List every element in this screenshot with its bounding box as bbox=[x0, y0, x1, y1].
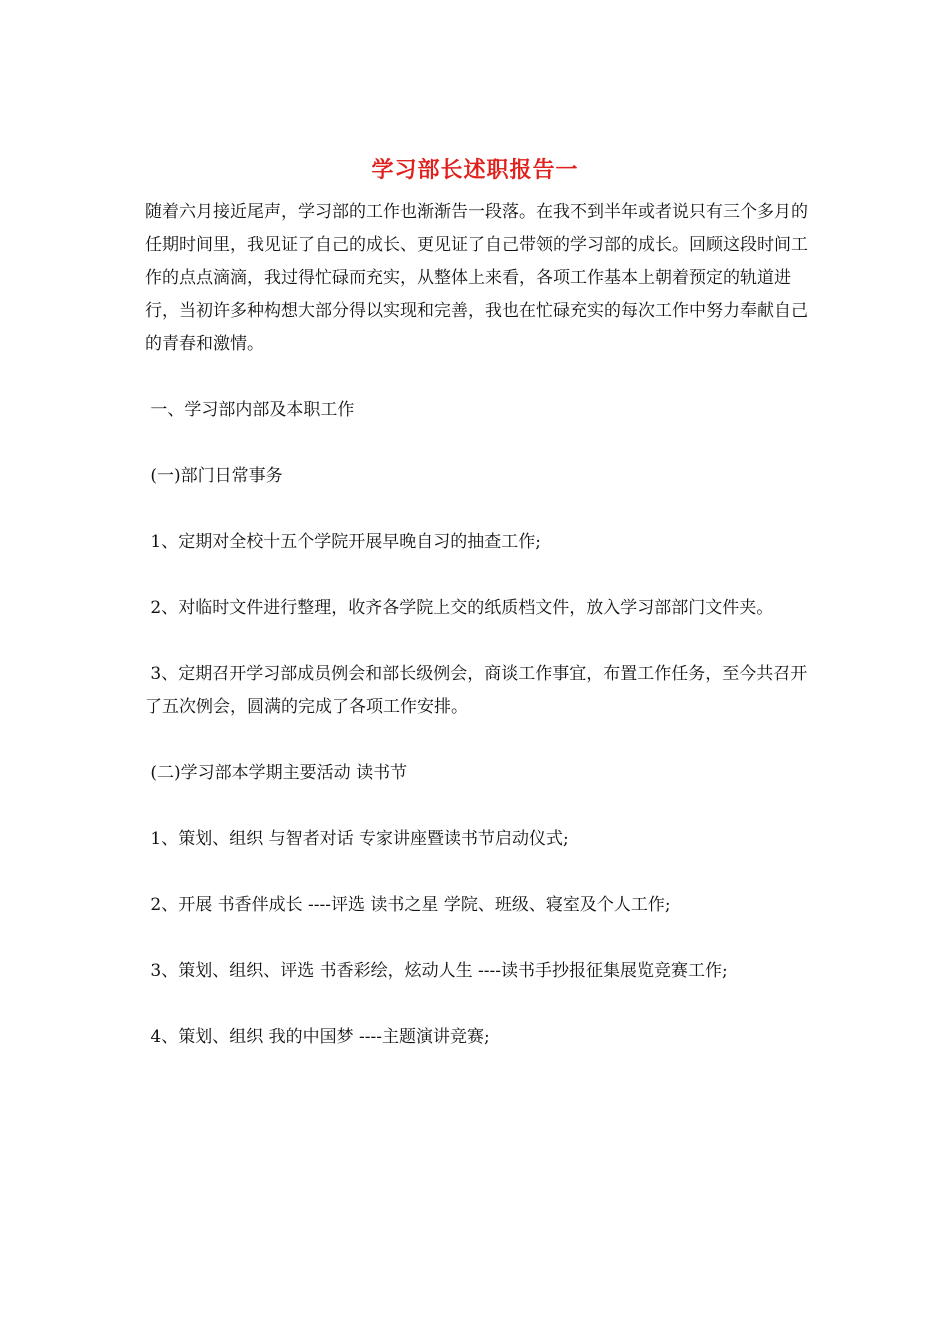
list-item: 1、定期对全校十五个学院开展早晚自习的抽查工作; bbox=[145, 532, 541, 552]
subsection-heading-2: (二)学习部本学期主要活动 读书节 bbox=[145, 763, 408, 783]
list-item: 2、对临时文件进行整理，收齐各学院上交的纸质档文件，放入学习部部门文件夹。 bbox=[145, 598, 774, 618]
subsection-heading-1: (一)部门日常事务 bbox=[145, 466, 283, 486]
document-title: 学习部长述职报告一 bbox=[371, 157, 579, 183]
list-item: 1、策划、组织 与智者对话 专家讲座暨读书节启动仪式; bbox=[145, 829, 569, 849]
list-item: 3、策划、组织、评选 书香彩绘，炫动人生 ----读书手抄报征集展览竞赛工作; bbox=[145, 961, 728, 981]
intro-paragraph: 随着六月接近尾声，学习部的工作也渐渐告一段落。在我不到半年或者说只有三个多月的任期时间里，我见证了自己的成长、更见证了自己带领的学习部的成长。回顾这段时间工作的点点滴滴，我过得忙碌而充实，从整体上来看，各项工作基本上朝着预定的轨道进行，当初许多种构想大部分得以实现和完善，我也在忙碌充实的每次工作中努力奉献自己的青春和激情。 bbox=[145, 202, 808, 354]
list-item: 3、定期召开学习部成员例会和部长级例会，商谈工作事宜，布置工作任务，至今共召开了五次例会，圆满的完成了各项工作安排。 bbox=[145, 664, 808, 717]
list-item: 2、开展 书香伴成长 ----评选 读书之星 学院、班级、寝室及个人工作; bbox=[145, 895, 671, 915]
section-heading-1: 一、学习部内部及本职工作 bbox=[145, 400, 355, 420]
document-body bbox=[145, 196, 811, 1054]
list-item: 4、策划、组织 我的中国梦 ----主题演讲竞赛; bbox=[145, 1027, 490, 1047]
